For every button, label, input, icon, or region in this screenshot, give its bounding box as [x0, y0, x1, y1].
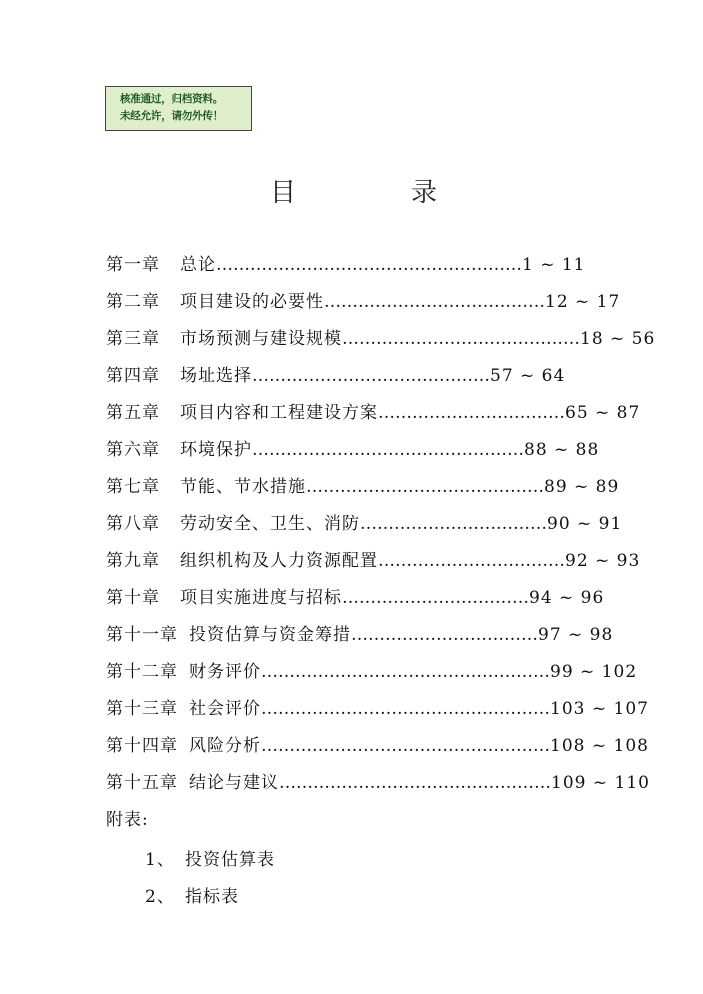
chapter-title: 风险分析	[189, 736, 261, 756]
toc-entry[interactable]	[106, 398, 640, 428]
dot-leader: ……………………………	[378, 551, 565, 571]
chapter-title: 项目内容和工程建设方案	[180, 403, 378, 423]
page-range: 65 ~ 87	[565, 403, 641, 423]
chapter-title: 场址选择	[180, 366, 252, 386]
dot-leader: ……………………………	[360, 514, 547, 534]
toc-entry[interactable]	[106, 583, 604, 613]
appendix-index: 1、	[145, 850, 175, 870]
page-range: 89 ~ 89	[544, 477, 620, 497]
dot-leader: …………………………………………	[252, 440, 524, 460]
chapter-title: 项目实施进度与招标	[180, 588, 342, 608]
chapter-number: 第六章	[106, 440, 160, 460]
toc-entry[interactable]	[106, 657, 637, 687]
dot-leader: ……………………………………	[306, 477, 544, 497]
toc-entry[interactable]	[106, 620, 613, 650]
dot-leader: ………………………………………………	[216, 255, 522, 275]
toc-entry[interactable]	[106, 546, 640, 576]
appendix-label: 附表:	[106, 810, 149, 830]
chapter-title: 劳动安全、卫生、消防	[180, 514, 360, 534]
appendix-item[interactable]	[145, 882, 239, 907]
appendix-name: 指标表	[185, 887, 239, 907]
page-range: 94 ~ 96	[529, 588, 605, 608]
page-range: 97 ~ 98	[538, 625, 614, 645]
toc-entry[interactable]	[106, 731, 649, 761]
chapter-title: 财务评价	[189, 662, 261, 682]
toc-entry[interactable]	[106, 472, 619, 502]
chapter-number: 第八章	[106, 514, 160, 534]
dot-leader: ……………………………	[351, 625, 538, 645]
chapter-number: 第二章	[106, 292, 160, 312]
dot-leader: ……………………………………………	[261, 699, 550, 719]
dot-leader: ……………………………………………	[261, 662, 550, 682]
toc-entry[interactable]	[106, 509, 622, 539]
chapter-number: 第一章	[106, 255, 160, 275]
page-range: 103 ~ 107	[550, 699, 649, 719]
dot-leader: ……………………………………………	[261, 736, 550, 756]
toc-entry[interactable]	[106, 287, 620, 317]
chapter-title: 项目建设的必要性	[180, 292, 324, 312]
title-char-1: 目	[270, 178, 297, 208]
chapter-title: 市场预测与建设规模	[180, 329, 342, 349]
page-range: 57 ~ 64	[490, 366, 566, 386]
chapter-number: 第九章	[106, 551, 160, 571]
page-range: 88 ~ 88	[524, 440, 600, 460]
stamp-line-1: 核准通过，归档资料。	[120, 93, 223, 105]
page-range: 90 ~ 91	[547, 514, 623, 534]
archive-stamp	[105, 86, 252, 131]
chapter-number: 第四章	[106, 366, 160, 386]
page-range: 12 ~ 17	[545, 292, 621, 312]
chapter-title: 环境保护	[180, 440, 252, 460]
page-range: 1 ~ 11	[522, 255, 586, 275]
chapter-number: 第十四章	[106, 736, 178, 756]
stamp-line-2: 未经允许，请勿外传！	[120, 110, 223, 122]
chapter-number: 第三章	[106, 329, 160, 349]
dot-leader: ……………………………………	[342, 329, 580, 349]
chapter-title: 结论与建议	[189, 773, 279, 793]
page-range: 108 ~ 108	[550, 736, 649, 756]
appendix-item[interactable]	[145, 845, 275, 870]
chapter-title: 组织机构及人力资源配置	[180, 551, 378, 571]
chapter-number: 第十五章	[106, 773, 178, 793]
chapter-number: 第十三章	[106, 699, 178, 719]
dot-leader: ……………………………	[342, 588, 529, 608]
toc-entry[interactable]	[106, 324, 655, 354]
page-range: 99 ~ 102	[550, 662, 638, 682]
page-range: 92 ~ 93	[565, 551, 641, 571]
toc-entry[interactable]	[106, 768, 650, 798]
chapter-title: 节能、节水措施	[180, 477, 306, 497]
dot-leader: ……………………………………	[252, 366, 490, 386]
page-range: 18 ~ 56	[580, 329, 656, 349]
page-title	[0, 172, 703, 212]
chapter-number: 第七章	[106, 477, 160, 497]
dot-leader: ……………………………	[378, 403, 565, 423]
chapter-number: 第五章	[106, 403, 160, 423]
toc-entry[interactable]	[106, 435, 599, 465]
title-char-2: 录	[411, 178, 438, 208]
chapter-number: 第十一章	[106, 625, 178, 645]
chapter-title: 投资估算与资金筹措	[189, 625, 351, 645]
appendix-index: 2、	[145, 887, 175, 907]
chapter-title: 社会评价	[189, 699, 261, 719]
toc-entry[interactable]	[106, 250, 586, 280]
page-range: 109 ~ 110	[551, 773, 650, 793]
chapter-number: 第十章	[106, 588, 160, 608]
chapter-number: 第十二章	[106, 662, 178, 682]
chapter-title: 总论	[180, 255, 216, 275]
appendix-name: 投资估算表	[185, 850, 275, 870]
toc-entry[interactable]	[106, 361, 565, 391]
dot-leader: …………………………………	[324, 292, 545, 312]
toc-entry[interactable]	[106, 694, 649, 724]
dot-leader: …………………………………………	[279, 773, 551, 793]
